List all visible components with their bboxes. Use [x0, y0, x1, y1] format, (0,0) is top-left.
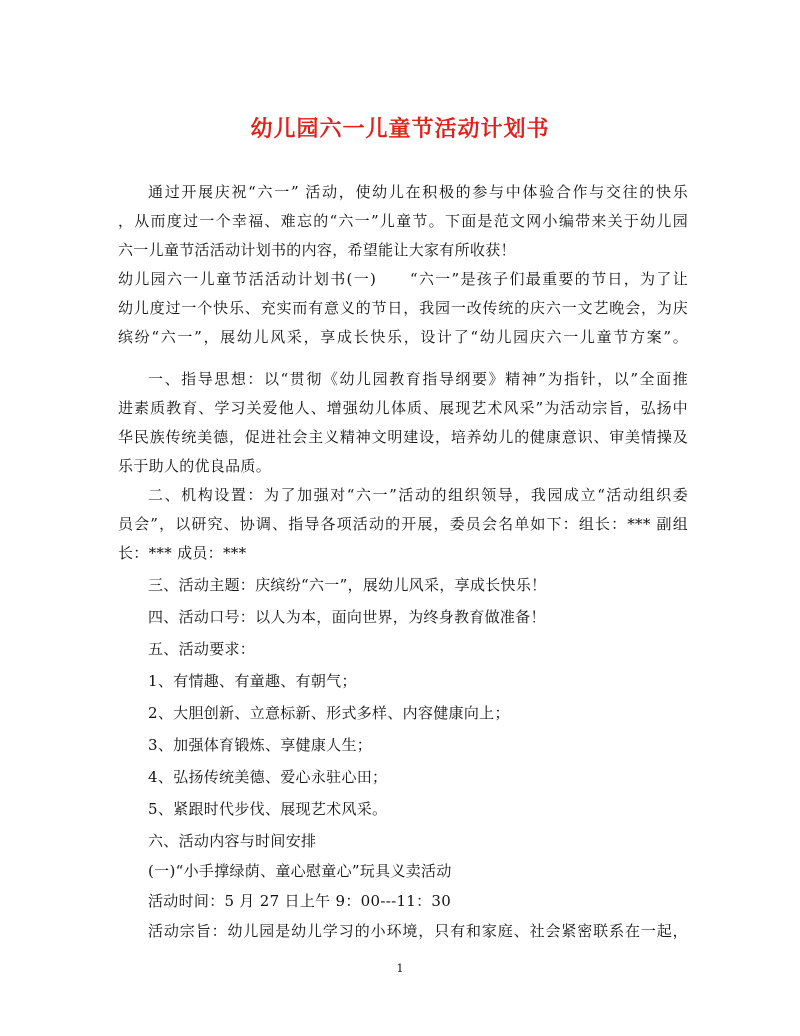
- paragraph-line: ，从而度过一个幸福、难忘的“六一”儿童节。下面是范文网小编带来关于幼儿园: [118, 212, 688, 230]
- list-item: 5、紧跟时代步伐、展现艺术风采。: [148, 800, 388, 818]
- list-item: 4、弘扬传统美德、爱心永驻心田；: [148, 768, 388, 786]
- paragraph-line: 缤纷“六一”，展幼儿风采，享成长快乐，设计了“幼儿园庆六一儿童节方案”。: [118, 328, 688, 346]
- paragraph-line: 活动时间：5 月 27 日上午 9：00---11：30: [148, 892, 452, 910]
- paragraph-line: 幼儿园六一儿童节活活动计划书(一) “六一”是孩子们最重要的节日，为了让: [118, 270, 688, 288]
- paragraph-line: 四、活动口号：以人为本，面向世界，为终身教育做准备！: [148, 608, 546, 626]
- paragraph-line: 乐于助人的优良品质。: [118, 457, 272, 475]
- paragraph-line: 活动宗旨：幼儿园是幼儿学习的小环境，只有和家庭、社会紧密联系在一起，: [148, 922, 688, 940]
- paragraph-line: 员会”，以研究、协调、指导各项活动的开展，委员会名单如下：组长：*** 副组: [118, 515, 688, 533]
- list-item: 2、大胆创新、立意标新、形式多样、内容健康向上；: [148, 704, 510, 722]
- paragraph-line: 长：*** 成员：***: [118, 544, 247, 562]
- page-number: 1: [396, 962, 404, 975]
- paragraph-line: (一)“小手撑绿荫、童心慰童心”玩具义卖活动: [148, 862, 452, 880]
- paragraph-line: 华民族传统美德，促进社会主义精神文明建设，培养幼儿的健康意识、审美情操及: [118, 428, 688, 446]
- paragraph-line: 六一儿童节活活动计划书的内容，希望能让大家有所收获！: [118, 241, 516, 259]
- paragraph-line: 三、活动主题：庆缤纷“六一”，展幼儿风采，享成长快乐！: [148, 576, 547, 594]
- list-item: 3、加强体育锻炼、享健康人生；: [148, 736, 373, 754]
- paragraph-line: 幼儿度过一个快乐、充实而有意义的节日，我园一改传统的庆六一文艺晚会，为庆: [118, 299, 688, 317]
- paragraph-line: 五、活动要求：: [148, 640, 256, 658]
- paragraph-line: 通过开展庆祝“六一” 活动，使幼儿在积极的参与中体验合作与交往的快乐: [148, 183, 688, 201]
- paragraph-line: 一、指导思想：以“贯彻《幼儿园教育指导纲要》精神”为指针，以”全面推: [148, 370, 688, 388]
- list-item: 1、有情趣、有童趣、有朝气；: [148, 672, 357, 690]
- paragraph-line: 六、活动内容与时间安排: [148, 832, 317, 850]
- paragraph-line: 进素质教育、学习关爱他人、增强幼儿体质、展现艺术风采”为活动宗旨，弘扬中: [118, 399, 688, 417]
- paragraph-line: 二、机构设置：为了加强对“六一”活动的组织领导，我园成立“活动组织委: [148, 486, 688, 504]
- document-title: 幼儿园六一儿童节活动计划书: [250, 116, 550, 142]
